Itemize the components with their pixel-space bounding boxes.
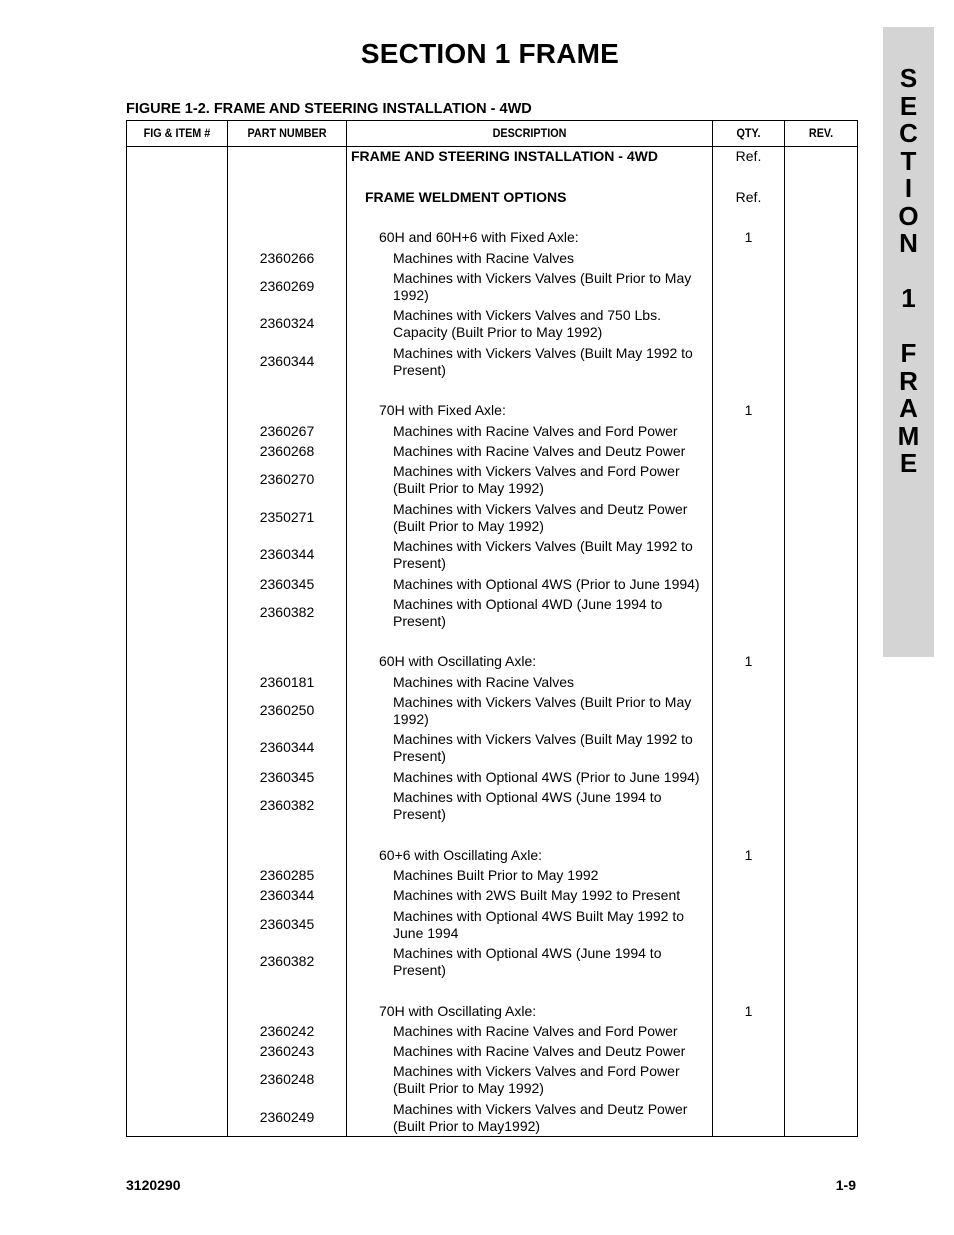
column-divider — [784, 121, 785, 1136]
description-cell: 60H and 60H+6 with Fixed Axle: — [379, 229, 579, 245]
description-cell: Machines with Racine Valves — [393, 674, 575, 690]
description-cell: Machines with Vickers Valves (Built Prior to May 1992) — [393, 694, 692, 727]
part-number-cell: 2360324 — [259, 315, 315, 331]
description-cell: Machines with Optional 4WS (Prior to June 1994) — [393, 576, 700, 592]
part-number-cell: 2360181 — [259, 674, 315, 690]
part-number-cell: 2360243 — [259, 1043, 315, 1059]
qty-cell: 1 — [744, 847, 753, 863]
side-tab-letter: I — [904, 173, 913, 203]
qty-cell: Ref. — [735, 148, 762, 164]
part-number-cell: 2360382 — [259, 604, 315, 620]
description-cell: 70H with Fixed Axle: — [379, 402, 506, 418]
part-number-cell: 2360344 — [259, 887, 315, 903]
figure-title: FIGURE 1-2. FRAME AND STEERING INSTALLATION - 4WD — [126, 101, 532, 117]
description-cell: Machines with Vickers Valves and Deutz Power (Built Prior to May1992) — [393, 1101, 688, 1134]
description-cell: Machines with Vickers Valves and 750 Lbs. Capacity (Built Prior to May 1992) — [393, 307, 661, 340]
side-tab-letters — [883, 65, 934, 478]
header-divider — [127, 146, 857, 147]
col-header-part-number: PART NUMBER — [247, 126, 327, 140]
part-number-cell: 2360345 — [259, 916, 315, 932]
part-number-cell: 2360285 — [259, 867, 315, 883]
side-tab-letter: T — [900, 145, 917, 176]
side-tab-letter: M — [897, 420, 920, 451]
part-number-cell: 2360344 — [259, 739, 315, 755]
description-cell: Machines with Vickers Valves (Built May 1992 to Present) — [393, 538, 693, 571]
part-number-cell: 2350271 — [259, 509, 315, 525]
part-number-cell: 2360249 — [259, 1109, 315, 1125]
description-cell: Machines with Optional 4WS (June 1994 to Present) — [393, 789, 662, 822]
description-cell: Machines with Racine Valves and Deutz Power — [393, 443, 686, 459]
side-tab-letter: C — [899, 118, 918, 148]
description-cell: Machines with Vickers Valves and Deutz Power (Built Prior to May 1992) — [393, 501, 688, 534]
side-tab-letter: N — [899, 228, 918, 258]
description-cell: Machines with Vickers Valves and Ford Power (Built Prior to May 1992) — [393, 463, 680, 496]
side-tab-letter: E — [899, 90, 918, 121]
side-tab-letter: A — [899, 393, 918, 423]
description-cell: Machines with Vickers Valves (Built May 1992 to Present) — [393, 731, 693, 764]
side-tab-letter: 1 — [901, 283, 916, 313]
part-number-cell: 2360382 — [259, 797, 315, 813]
description-cell: Machines with 2WS Built May 1992 to Present — [393, 887, 681, 903]
part-number-cell: 2360242 — [259, 1023, 315, 1039]
qty-cell: Ref. — [735, 189, 762, 205]
col-header-qty: QTY. — [736, 126, 761, 140]
qty-cell: 1 — [744, 653, 753, 669]
description-cell: Machines with Vickers Valves (Built Prior to May 1992) — [393, 270, 692, 303]
side-tab-letter: R — [899, 365, 918, 396]
col-header-fig-item: FIG & ITEM # — [143, 126, 211, 140]
description-cell: Machines with Racine Valves and Ford Power — [393, 423, 678, 439]
part-number-cell: 2360345 — [259, 576, 315, 592]
part-number-cell: 2360270 — [259, 471, 315, 487]
description-cell: Machines with Vickers Valves and Ford Power (Built Prior to May 1992) — [393, 1063, 680, 1096]
side-tab-letter: O — [898, 200, 919, 231]
col-header-rev: REV. — [808, 126, 834, 140]
side-tab-letter — [883, 313, 934, 341]
column-divider — [227, 121, 228, 1136]
description-cell: Machines with Optional 4WS Built May 1992 to June 1994 — [393, 908, 685, 941]
section-title: SECTION 1 FRAME — [360, 38, 620, 69]
parts-table — [126, 120, 858, 1137]
part-number-cell: 2360269 — [259, 278, 315, 294]
description-cell: 70H with Oscillating Axle: — [379, 1003, 537, 1019]
part-number-cell: 2360248 — [259, 1071, 315, 1087]
description-cell: FRAME WELDMENT OPTIONS — [365, 189, 567, 205]
part-number-cell: 2360344 — [259, 353, 315, 369]
side-tab-letter: F — [900, 338, 917, 368]
part-number-cell: 2360345 — [259, 769, 315, 785]
document-number: 3120290 — [126, 1177, 181, 1193]
description-cell: 60H with Oscillating Axle: — [379, 653, 537, 669]
description-cell: Machines with Racine Valves and Ford Power — [393, 1023, 678, 1039]
side-tab-letter — [883, 258, 934, 286]
col-header-description: DESCRIPTION — [492, 126, 567, 140]
part-number-cell: 2360267 — [259, 423, 315, 439]
part-number-cell: 2360250 — [259, 702, 315, 718]
description-cell: Machines with Optional 4WS (June 1994 to Present) — [393, 945, 662, 978]
description-cell: Machines Built Prior to May 1992 — [393, 867, 599, 883]
description-cell: Machines with Racine Valves and Deutz Power — [393, 1043, 686, 1059]
part-number-cell: 2360266 — [259, 250, 315, 266]
column-divider — [346, 121, 347, 1136]
description-cell: Machines with Vickers Valves (Built May 1992 to Present) — [393, 345, 693, 378]
page-number: 1-9 — [835, 1177, 856, 1193]
part-number-cell: 2360268 — [259, 443, 315, 459]
side-tab-letter: E — [899, 448, 918, 478]
part-number-cell: 2360344 — [259, 546, 315, 562]
section-side-tab — [883, 27, 934, 657]
qty-cell: 1 — [744, 229, 753, 245]
qty-cell: 1 — [744, 402, 753, 418]
description-cell: Machines with Optional 4WS (Prior to June 1994) — [393, 769, 700, 785]
part-number-cell: 2360382 — [259, 953, 315, 969]
qty-cell: 1 — [744, 1003, 753, 1019]
description-cell: FRAME AND STEERING INSTALLATION - 4WD — [351, 148, 658, 164]
description-cell: Machines with Racine Valves — [393, 250, 575, 266]
description-cell: 60+6 with Oscillating Axle: — [379, 847, 543, 863]
side-tab-letter: S — [899, 63, 918, 93]
description-cell: Machines with Optional 4WD (June 1994 to Present) — [393, 596, 663, 629]
